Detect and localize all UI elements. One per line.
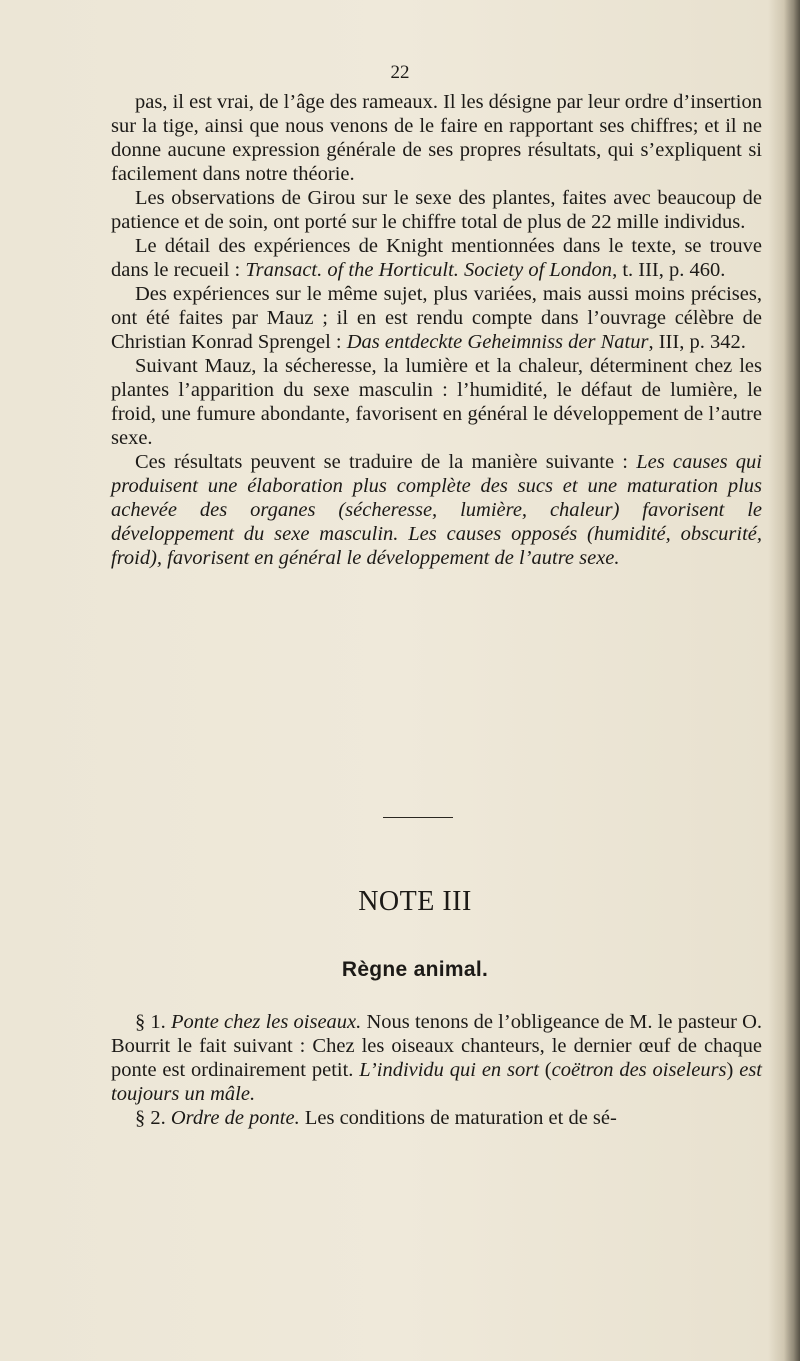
italic-text-run: Das entdeckte Geheimniss der Natur [346, 331, 649, 353]
italic-text-run: Ponte chez les oiseaux. [170, 1011, 362, 1033]
paragraph [111, 186, 762, 234]
text-run: Nous tenons de l’obligeance de M. le pasteur O. Bourrit le fait suivant : Chez les oiseaux chanteurs, le dernier œuf de chaque ponte est ordinairement petit. [111, 1011, 762, 1081]
page-edge-shadow [784, 0, 800, 1361]
text-block-bottom [111, 1010, 762, 1130]
text-run: ) [726, 1059, 740, 1081]
paragraph [111, 354, 762, 450]
section-title: Règne animal. [341, 958, 489, 981]
text-run: ( [538, 1059, 552, 1081]
paragraph [111, 1010, 762, 1106]
paragraph [111, 234, 762, 282]
italic-text-run: L’individu qui en sort [359, 1059, 539, 1081]
text-run: , III, p. 342. [648, 331, 746, 353]
text-run: Le détail des expériences de Knight mentionnées dans le texte, se trouve dans le recueil : [111, 235, 762, 281]
italic-text-run: coëtron des oiseleurs [551, 1059, 727, 1081]
page-number: 22 [390, 62, 410, 83]
text-run: Ces résultats peuvent se traduire de la manière suivante : [135, 451, 637, 473]
text-run: § 2. [135, 1107, 171, 1129]
text-block-top [111, 90, 762, 570]
text-run: § 1. [135, 1011, 171, 1033]
text-run: Les conditions de maturation et de sé- [299, 1107, 617, 1129]
italic-text-run: Les causes qui produisent une élaboration plus complète des sucs et une maturation plus achevée des organes (sécheresse, lumière, chaleur) favorisent le développement du sexe masculin. Les causes opposés (humidité, obscurité, froid), favorisent en général le développement de l’autre sexe. [111, 451, 762, 569]
text-run: pas, il est vrai, de l’âge des rameaux. Il les désigne par leur ordre d’insertion sur la tige, ainsi que nous venons de le faire en rapportant ses chiffres; et il ne donne aucune expression générale de ses propres résultats, qui s’expliquent si facilement dans notre théorie. [111, 91, 762, 185]
text-run: Suivant Mauz, la sécheresse, la lumière et la chaleur, déterminent chez les plantes l’apparition du sexe masculin : l’humidité, le défaut de lumière, le froid, une fumure abondante, favorisent en général le développement de l’autre sexe. [111, 355, 762, 449]
italic-text-run: Transact. of the Horticult. Society of London [245, 259, 613, 281]
text-run: , t. III, p. 460. [612, 259, 726, 281]
text-run: Les observations de Girou sur le sexe des plantes, faites avec beaucoup de patience et de soin, ont porté sur le chiffre total de plus de 22 mille individus. [111, 187, 762, 233]
section-divider [383, 817, 453, 818]
text-run: Des expériences sur le même sujet, plus variées, mais aussi moins précises, ont été faites par Mauz ; il en est rendu compte dans l’ouvrage célèbre de Christian Konrad Sprengel : [111, 283, 762, 353]
paragraph [111, 1106, 762, 1130]
paragraph [111, 90, 762, 186]
italic-text-run: Ordre de ponte. [170, 1107, 300, 1129]
italic-text-run: est toujours un mâle. [111, 1059, 763, 1105]
paragraph [111, 282, 762, 354]
note-title: NOTE III [358, 886, 472, 917]
paragraph [111, 450, 762, 570]
